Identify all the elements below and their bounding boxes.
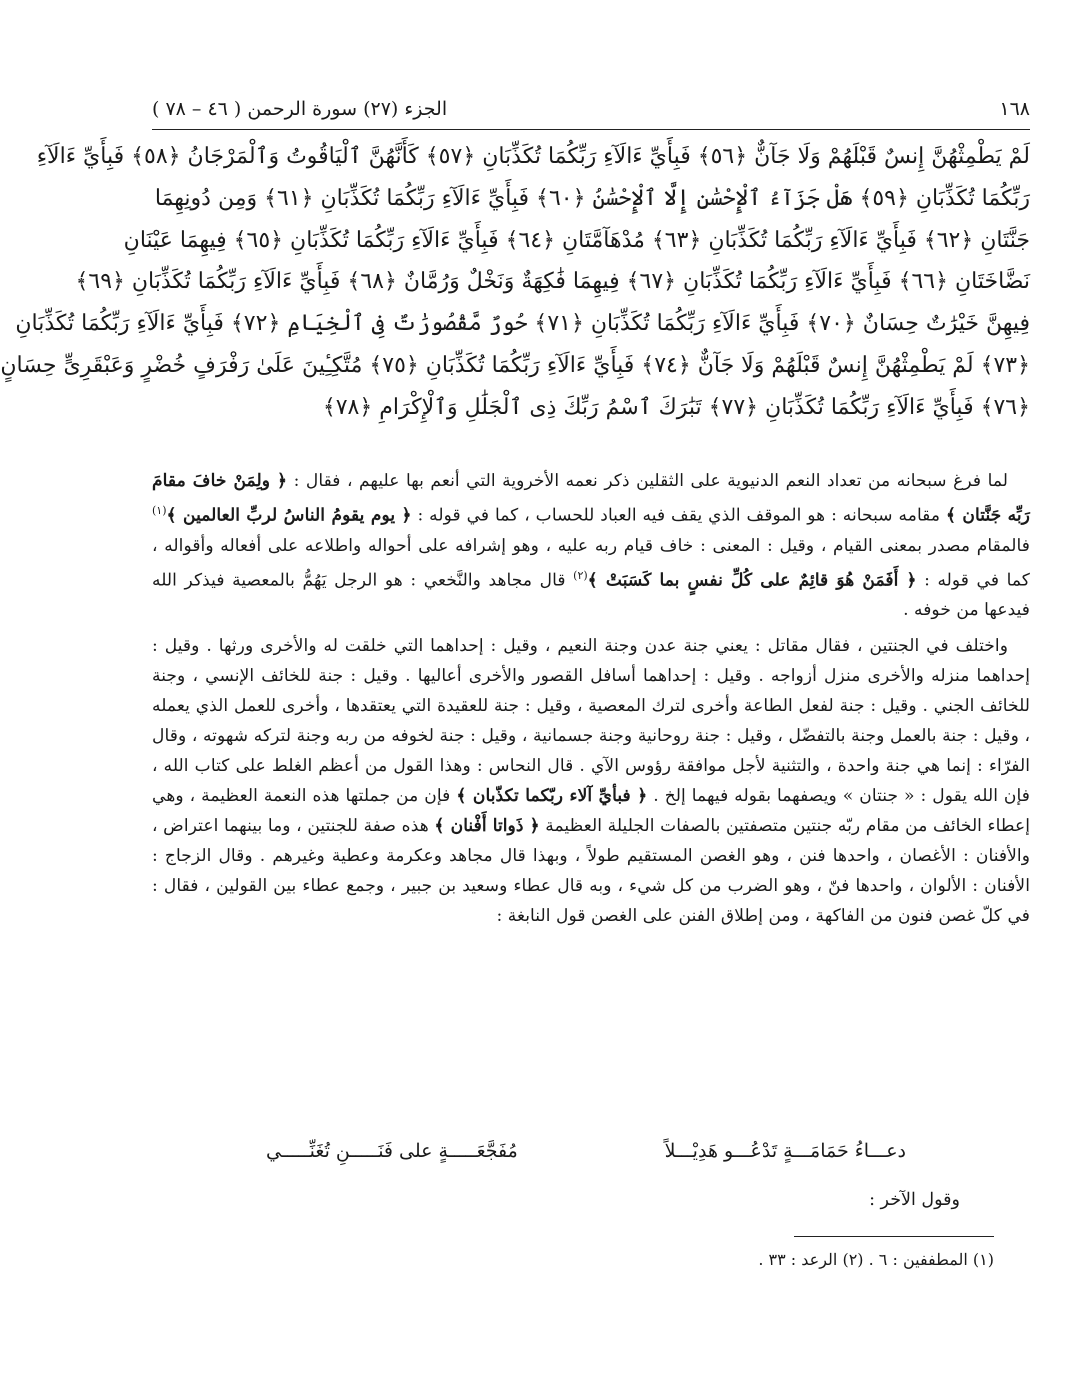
header-divider bbox=[152, 129, 1030, 130]
quran-line: ﴿٧٦﴾ فَبِأَيِّ ءَالَآءِ رَبِّكُمَا تُكَذِّبَانِ ﴿٧٧﴾ تَبَٰرَكَ ٱسْمُ رَبِّكَ ذِى ٱلْجَلَٰلِ وَٱلْإِكْرَامِ ﴿٧٨﴾ bbox=[322, 394, 1030, 420]
commentary-text: فإن من جملتها هذه النعمة العظيمة ، وهي إعطاء الخائف من مقام ربّه جنتين متصفتين بالصفات الجليلة العظيمة bbox=[152, 786, 1030, 837]
commentary-text: قال مجاهد والنَّخعي : هو الرجل يَهُمُّ بالمعصية فيذكر الله فيدعها من خوفه . bbox=[152, 570, 1030, 621]
footnotes: (١) المطففين : ٦ . (٢) الرعد : ٣٣ . bbox=[758, 1250, 994, 1269]
page-header bbox=[152, 92, 1030, 126]
commentary-paragraph-1 bbox=[152, 466, 1030, 625]
quran-line: ﴿٧٣﴾ لَمْ يَطْمِثْهُنَّ إِنسٌ قَبْلَهُمْ وَلَا جَآنٌّ ﴿٧٤﴾ فَبِأَيِّ ءَالَآءِ رَبِّكُمَا تُكَذِّبَانِ ﴿٧٥﴾ مُتَّكِـِٔينَ عَلَىٰ رَفْرَفٍ خُضْرٍ وَعَبْقَرِىٍّ حِسَانٍ bbox=[0, 352, 1030, 378]
quran-text-block bbox=[0, 136, 1030, 429]
quran-line: فِيهِنَّ خَيْرَٰتٌ حِسَانٌ ﴿٧٠﴾ فَبِأَيِّ ءَالَآءِ رَبِّكُمَا تُكَذِّبَانِ ﴿٧١﴾ حُورٌ مَّقْصُورَٰتٌ فِى ٱلْخِيَامِ ﴿٧٢﴾ فَبِأَيِّ ءَالَآءِ رَبِّكُمَا تُكَذِّبَانِ bbox=[15, 311, 1030, 337]
footnote-ref-1: (١) bbox=[152, 504, 167, 517]
after-poem-text: وقول الآخر : bbox=[869, 1190, 960, 1210]
verse-quote: ﴿ ذَواتا أَفْنان ﴾ bbox=[434, 816, 540, 837]
quran-line: رَبِّكُمَا تُكَذِّبَانِ ﴿٥٩﴾ هَلْ جَزَآءُ ٱلْإِحْسَٰنِ إِلَّا ٱلْإِحْسَٰنُ ﴿٦٠﴾ فَبِأَيِّ ءَالَآءِ رَبِّكُمَا تُكَذِّبَانِ ﴿٦١﴾ وَمِن دُونِهِمَا bbox=[154, 185, 1030, 211]
poem-hemistich-1: دعـــاءُ حَمَامَـــةٍ تَدْعُـــو هَدِيْـــلاً bbox=[664, 1140, 906, 1162]
commentary-text: لما فرغ سبحانه من تعداد النعم الدنيوية على الثقلين ذكر نعمه الأخروية التي أنعم بها عليهم ، فقال : bbox=[293, 471, 1008, 491]
verse-quote: ﴿ فبأيِّ آلاء ربّكما تكذّبان ﴾ bbox=[456, 786, 648, 807]
verse-quote: ﴿ يوم يقومُ الناسُ لربِّ العالمين ﴾ bbox=[166, 505, 412, 526]
running-title: الجزء (٢٧) سورة الرحمن ( ٤٦ – ٧٨ ) bbox=[152, 98, 448, 120]
commentary-text: هذه صفة للجنتين ، وما بينهما اعتراض ، والأفنان : الأغصان ، واحدها فنن ، وهو الغصن المستقيم طولاً ، وبهذا قال مجاهد وعكرمة وعطية وغيرهم . وقال الزجاج : الأفنان : الألوان ، واحدها فنّ ، وهو الضرب من كل شيء ، وبه قال عطاء وسعيد بن جبير ، وجمع عطاء بين القولين ، فقال : في كلّ غصن فنون من الفاكهة ، ومن إطلاق الفنن على الغصن قول النابغة : bbox=[152, 816, 1030, 927]
quran-line: جَنَّتَانِ ﴿٦٢﴾ فَبِأَيِّ ءَالَآءِ رَبِّكُمَا تُكَذِّبَانِ ﴿٦٣﴾ مُدْهَآمَّتَانِ ﴿٦٤﴾ فَبِأَيِّ ءَالَآءِ رَبِّكُمَا تُكَذِّبَانِ ﴿٦٥﴾ فِيهِمَا عَيْنَانِ bbox=[123, 227, 1030, 253]
quran-line: لَمْ يَطْمِثْهُنَّ إِنسٌ قَبْلَهُمْ وَلَا جَآنٌّ ﴿٥٦﴾ فَبِأَيِّ ءَالَآءِ رَبِّكُمَا تُكَذِّبَانِ ﴿٥٧﴾ كَأَنَّهُنَّ ٱلْيَاقُوتُ وَٱلْمَرْجَانُ ﴿٥٨﴾ فَبِأَيِّ ءَالَآءِ bbox=[36, 144, 1030, 169]
commentary-text: واختلف في الجنتين ، فقال مقاتل : يعني جنة عدن وجنة النعيم ، وقيل : إحداهما التي خلقت له والأخرى ورثها . وقيل : إحداهما منزله والأخرى منزل أزواجه . وقيل : إحداهما أسافل القصور والأخرى أعاليها . وقيل : جنة للخائف الإنسي ، وجنة للخائف الجني . وقيل : جنة لفعل الطاعة وأخرى لترك المعصية ، وقيل : جنة للعقيدة التي يعتقدها ، وأخرى للعمل الذي يعمله ، وقيل : جنة بالعمل وجنة بالتفضّل ، وقيل : جنة روحانية وجنة جسمانية ، وقيل : جنة لخوفه من ربه وجنة لتركه شهوته ، وقال الفرّاء : إنما هي جنة واحدة ، والتثنية لأجل موافقة رؤوس الآي . قال النحاس : وهذا القول من أعظم الغلط على كتاب الله ، فإن الله يقول : « جنتان » ويصفهما بقوله فيهما إلخ . bbox=[152, 636, 1030, 807]
commentary-text: فالمقام مصدر بمعنى القيام ، وقيل : المعنى : خاف قيام ربه عليه ، وهو إشرافه على أحواله واطلاعه على أفعاله وأقواله ، كما في قوله : bbox=[152, 535, 1030, 591]
page-number: ١٦٨ bbox=[999, 98, 1030, 120]
poetry-verse bbox=[266, 1140, 906, 1162]
commentary-block bbox=[152, 466, 1030, 937]
quran-line: نَضَّاخَتَانِ ﴿٦٦﴾ فَبِأَيِّ ءَالَآءِ رَبِّكُمَا تُكَذِّبَانِ ﴿٦٧﴾ فِيهِمَا فَٰكِهَةٌ وَنَخْلٌ وَرُمَّانٌ ﴿٦٨﴾ فَبِأَيِّ ءَالَآءِ رَبِّكُمَا تُكَذِّبَانِ ﴿٦٩﴾ bbox=[75, 269, 1030, 295]
commentary-text: مقامه سبحانه : هو الموقف الذي يقف فيه العباد للحساب ، كما في قوله : bbox=[417, 505, 941, 526]
commentary-paragraph-2 bbox=[152, 631, 1030, 931]
footnote-divider bbox=[794, 1236, 994, 1237]
poem-hemistich-2: مُفَجَّعَـــــةٍ على فَنَـــــنِ تُغَنِّـــــي bbox=[266, 1140, 518, 1162]
verse-quote: ﴿ أَفَمَنْ هُوَ قائِمٌ على كُلِّ نفسٍ بما كَسَبَتْ ﴾ bbox=[587, 570, 917, 591]
footnote-ref-2: (٢) bbox=[573, 568, 588, 582]
verse-quote: ﴿ ولِمَنْ خافَ مقامَ رَبِّه جَنَّتان ﴾ bbox=[152, 471, 1030, 526]
